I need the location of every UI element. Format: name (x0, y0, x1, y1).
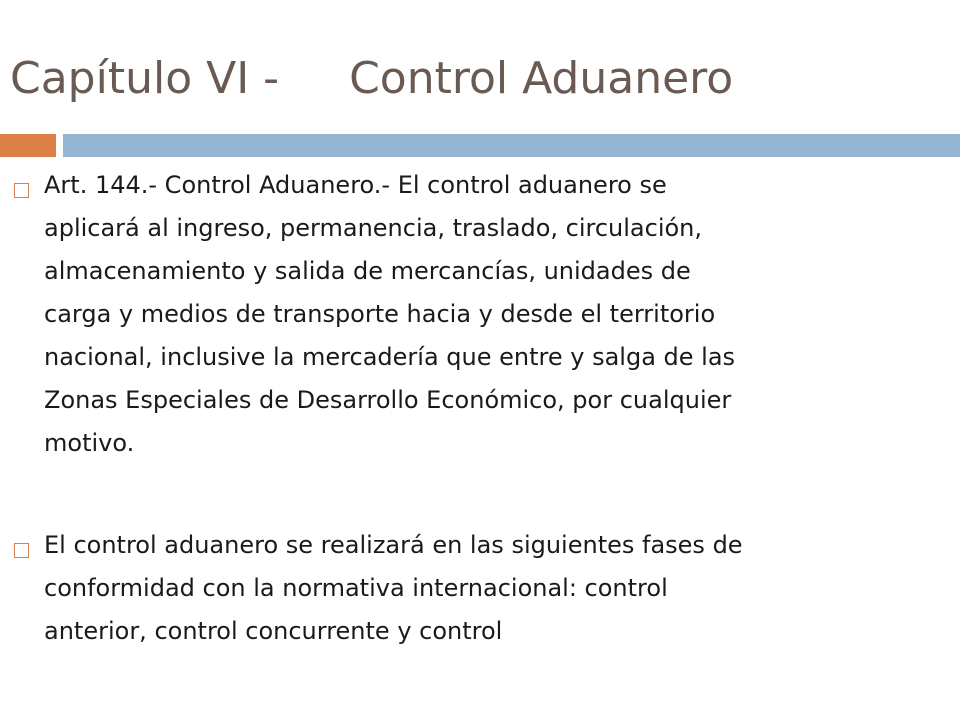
bullet-paragraph-1 (44, 164, 924, 465)
paragraph-line: conformidad con la normativa internacional: control (44, 574, 668, 602)
paragraph-line: nacional, inclusive la mercadería que entre y salga de las (44, 343, 736, 371)
accent-bar-orange (0, 134, 56, 157)
paragraph-line: anterior, control concurrente y control (44, 617, 503, 645)
paragraph-line: El control aduanero se realizará en las siguientes fases de (44, 531, 743, 559)
paragraph-line: carga y medios de transporte hacia y desde el territorio (44, 300, 716, 328)
paragraph-line: almacenamiento y salida de mercancías, unidades de (44, 257, 691, 285)
slide-title (10, 44, 733, 114)
paragraph-line: aplicará al ingreso, permanencia, traslado, circulación, (44, 214, 703, 242)
square-bullet-icon (14, 183, 29, 198)
accent-bar-blue (63, 134, 960, 157)
paragraph-line: Zonas Especiales de Desarrollo Económico, por cualquier (44, 386, 732, 414)
paragraph-line: motivo. (44, 429, 135, 457)
paragraph-line: Art. 144.- Control Aduanero.- El control aduanero se (44, 171, 667, 199)
slide-title-chapter: Capítulo VI - (10, 53, 280, 104)
square-bullet-icon (14, 543, 29, 558)
bullet-paragraph-2 (44, 524, 924, 653)
slide-title-topic: Control Aduanero (349, 53, 734, 104)
